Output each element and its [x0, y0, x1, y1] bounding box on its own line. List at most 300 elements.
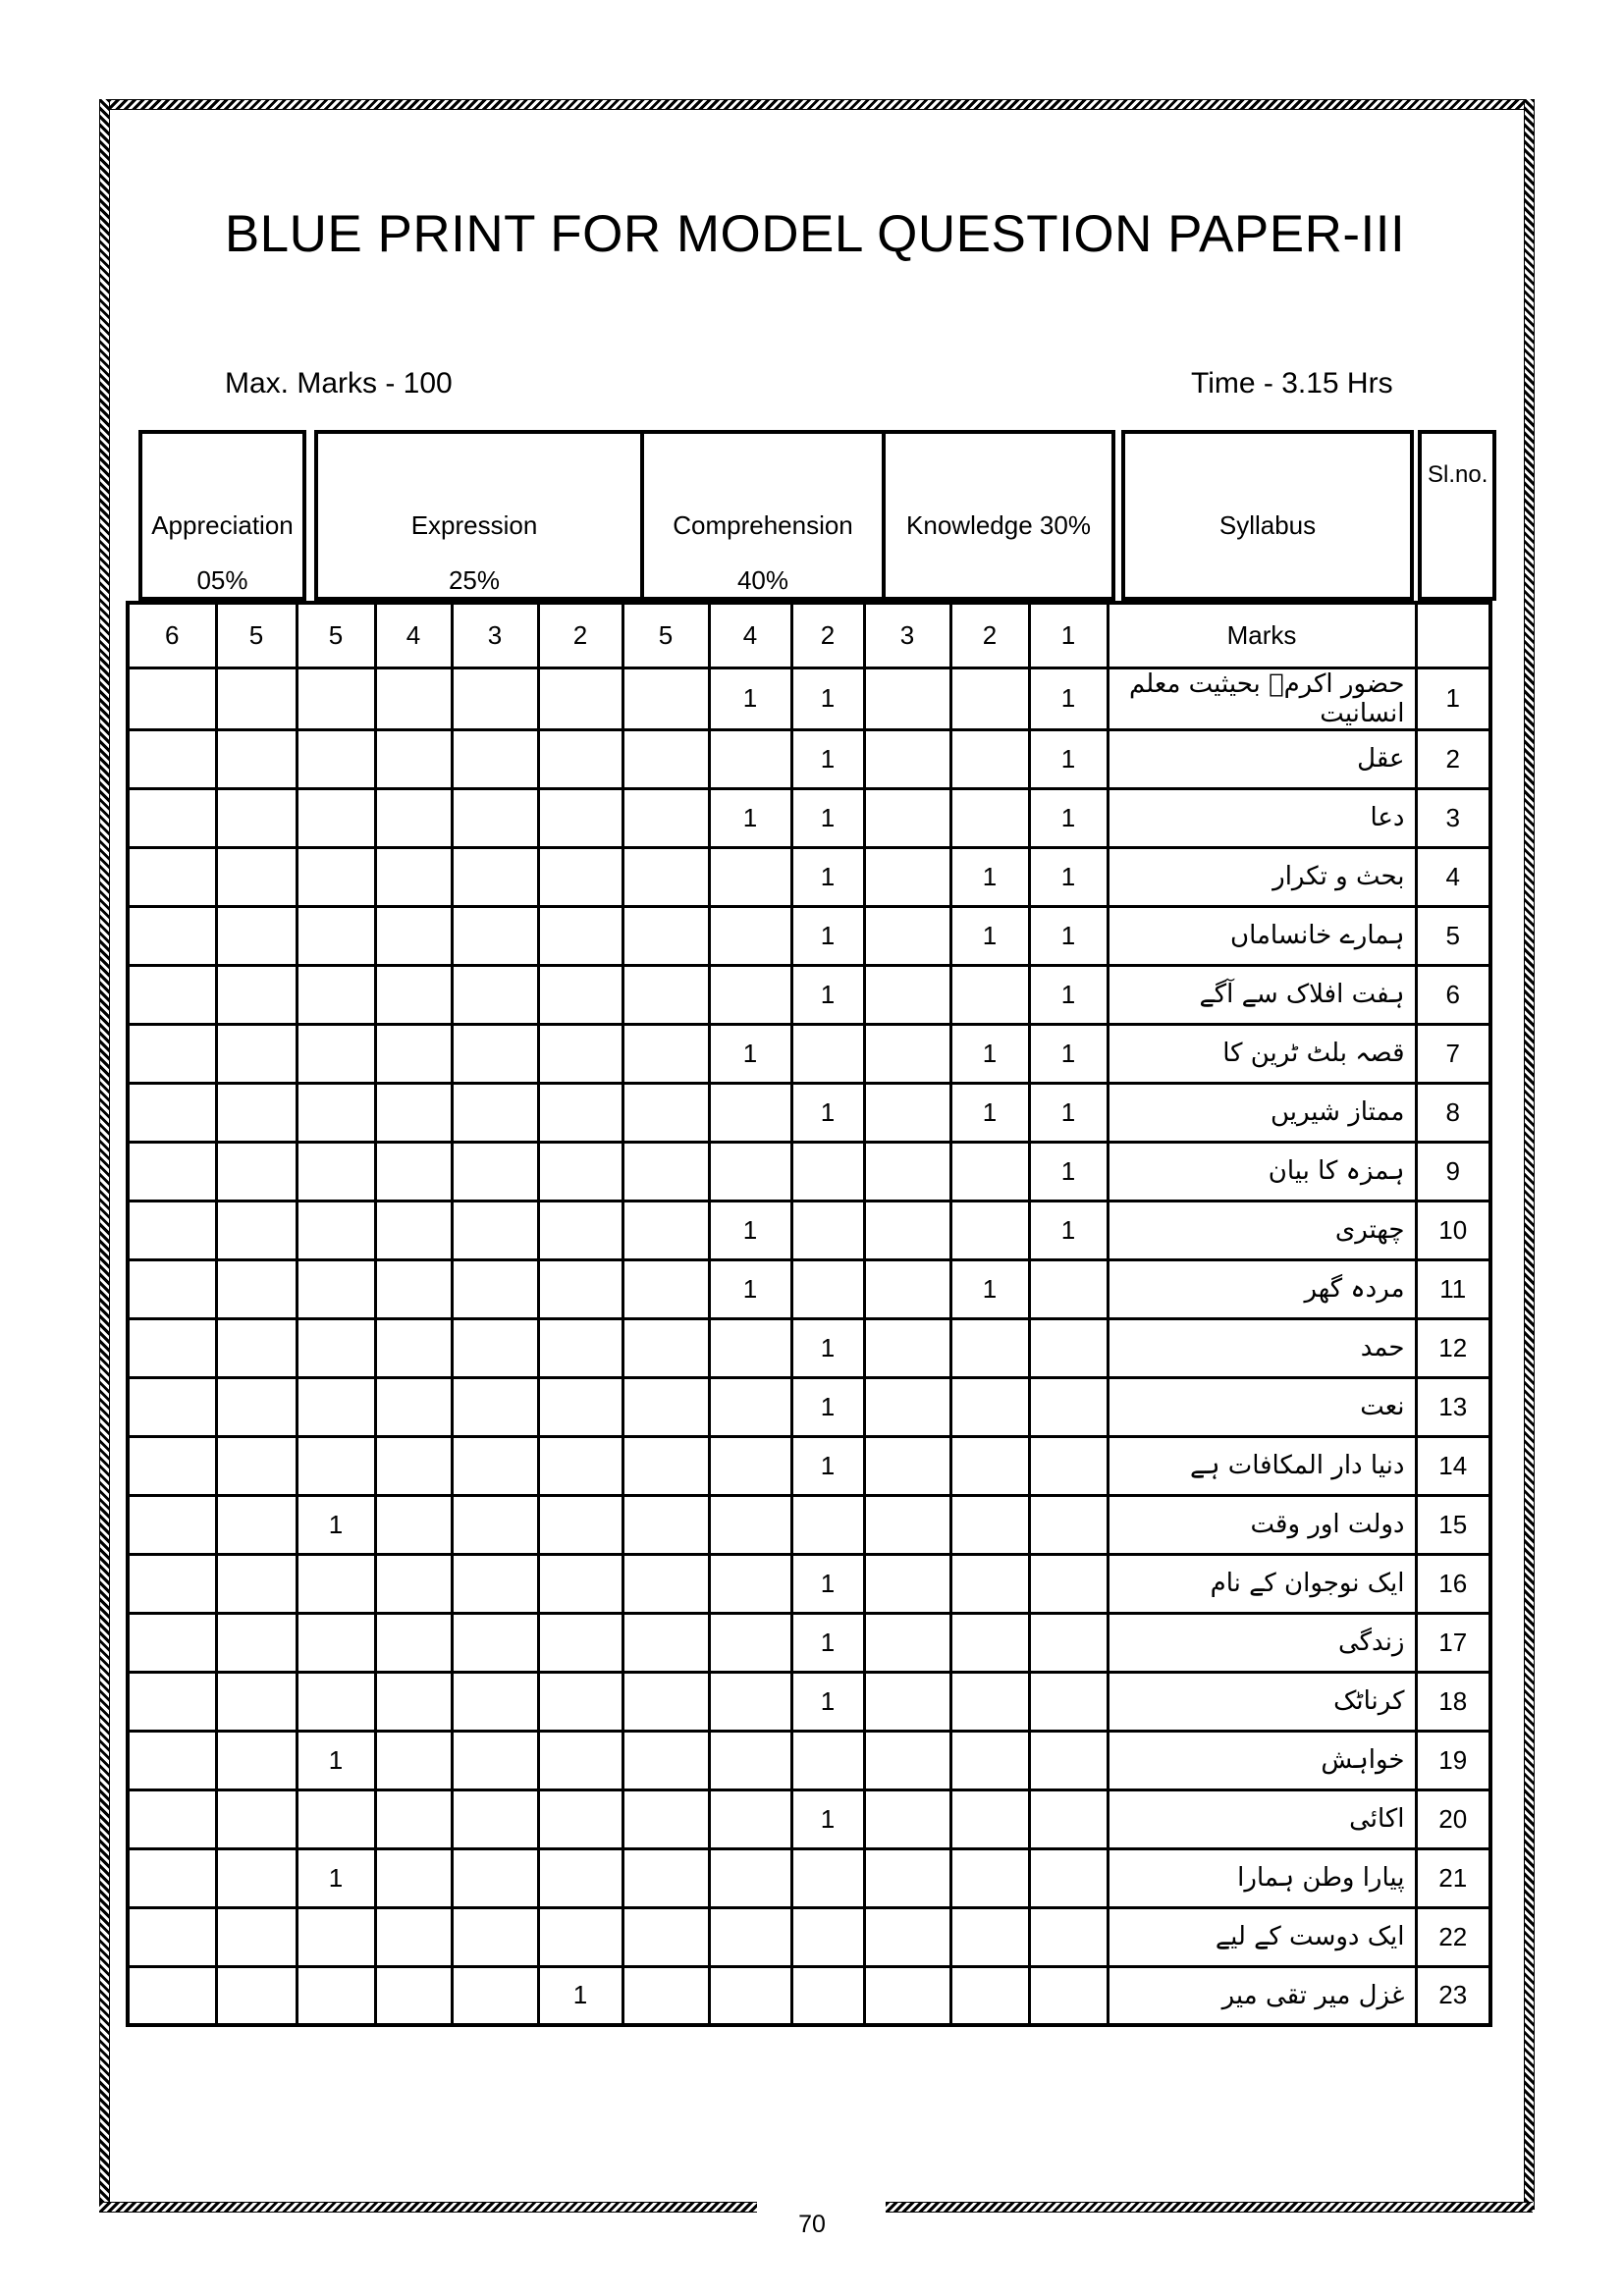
mark-cell [709, 1318, 791, 1377]
page-number: 70 [798, 2211, 826, 2238]
mark-cell [375, 906, 452, 965]
mark-cell [791, 1907, 864, 1966]
page-border-left [99, 99, 110, 2210]
mark-cell [297, 1554, 375, 1613]
mark-cell [622, 1024, 709, 1083]
mark-cell [950, 1201, 1029, 1259]
syllabus-cell: اکائی [1108, 1789, 1416, 1848]
syllabus-cell: عقل [1108, 729, 1416, 788]
table-row [128, 1142, 1490, 1201]
table-row [128, 1083, 1490, 1142]
mark-cell [297, 729, 375, 788]
mark-cell [128, 1436, 216, 1495]
table-row [128, 1907, 1490, 1966]
mark-cell [950, 1848, 1029, 1907]
slno-cell: 2 [1416, 729, 1490, 788]
mark-cell: 1 [1029, 847, 1108, 906]
mark-cell [216, 1731, 297, 1789]
mark-cell: 1 [791, 667, 864, 729]
table-row [128, 1789, 1490, 1848]
mark-cell [128, 1907, 216, 1966]
mark-cell [128, 1554, 216, 1613]
mark-cell [128, 667, 216, 729]
slno-cell: 8 [1416, 1083, 1490, 1142]
header-knowledge [882, 430, 1115, 601]
syllabus-cell: نعت [1108, 1377, 1416, 1436]
mark-cell [297, 1613, 375, 1672]
mark-cell [538, 847, 622, 906]
mark-cell [622, 1495, 709, 1554]
mark-cell [452, 1731, 538, 1789]
header-syllabus-label: Syllabus [1218, 510, 1317, 540]
mark-cell [128, 1789, 216, 1848]
mark-cell [538, 1083, 622, 1142]
mark-cell [950, 667, 1029, 729]
slno-cell: 14 [1416, 1436, 1490, 1495]
syllabus-cell: غزل میر تقی میر [1108, 1966, 1416, 2025]
mark-cell [452, 1495, 538, 1554]
mark-cell [1029, 1966, 1108, 2025]
header-appreciation [138, 430, 306, 601]
table-row [128, 1966, 1490, 2025]
mark-cell [452, 1318, 538, 1377]
slno-cell: 10 [1416, 1201, 1490, 1259]
slno-cell: 17 [1416, 1613, 1490, 1672]
mark-cell [1029, 1377, 1108, 1436]
mark-cell [538, 965, 622, 1024]
mark-cell [128, 1201, 216, 1259]
mark-cell [709, 1142, 791, 1201]
mark-cell [622, 1672, 709, 1731]
mark-cell [538, 1731, 622, 1789]
mark-cell [1029, 1731, 1108, 1789]
mark-cell [452, 667, 538, 729]
mark-cell [864, 1201, 950, 1259]
table-row [128, 906, 1490, 965]
header-slno [1418, 430, 1496, 601]
mark-cell [950, 1966, 1029, 2025]
mark-cell [864, 1613, 950, 1672]
slno-cell: 6 [1416, 965, 1490, 1024]
mark-cell [622, 847, 709, 906]
mark-cell [375, 788, 452, 847]
mark-cell [1029, 1907, 1108, 1966]
mark-cell: 1 [791, 1436, 864, 1495]
mark-cell [216, 1318, 297, 1377]
mark-cell [452, 1907, 538, 1966]
mark-cell [950, 1554, 1029, 1613]
mark-cell [452, 1142, 538, 1201]
marks-header-cell: 3 [864, 603, 950, 667]
mark-cell [297, 1201, 375, 1259]
slno-cell: 13 [1416, 1377, 1490, 1436]
mark-cell [216, 1436, 297, 1495]
mark-cell [864, 1083, 950, 1142]
mark-cell [216, 1613, 297, 1672]
mark-cell: 1 [709, 1024, 791, 1083]
mark-cell [452, 1024, 538, 1083]
mark-cell [950, 788, 1029, 847]
mark-cell [452, 1966, 538, 2025]
mark-cell [375, 965, 452, 1024]
mark-cell [128, 1613, 216, 1672]
mark-cell [216, 1142, 297, 1201]
mark-cell [950, 965, 1029, 1024]
table-row [128, 1201, 1490, 1259]
mark-cell [864, 1848, 950, 1907]
syllabus-cell: خواہش [1108, 1731, 1416, 1789]
mark-cell: 1 [538, 1966, 622, 2025]
mark-cell [791, 1201, 864, 1259]
mark-cell: 1 [1029, 1024, 1108, 1083]
mark-cell [128, 1731, 216, 1789]
mark-cell [216, 1554, 297, 1613]
mark-cell [622, 667, 709, 729]
mark-cell [864, 788, 950, 847]
mark-cell: 1 [950, 1024, 1029, 1083]
mark-cell: 1 [1029, 1201, 1108, 1259]
mark-cell [538, 1436, 622, 1495]
page-border-top [99, 99, 1533, 110]
mark-cell [216, 906, 297, 965]
mark-cell: 1 [791, 1377, 864, 1436]
mark-cell [452, 1436, 538, 1495]
mark-cell [538, 1024, 622, 1083]
mark-cell [950, 1907, 1029, 1966]
mark-cell [622, 1789, 709, 1848]
mark-cell [452, 1789, 538, 1848]
header-slno-label: Sl.no. [1428, 461, 1488, 488]
mark-cell [709, 1554, 791, 1613]
mark-cell [950, 729, 1029, 788]
mark-cell [950, 1377, 1029, 1436]
mark-cell [297, 1436, 375, 1495]
header-appreciation-label: Appreciation [151, 510, 294, 540]
table-row [128, 1436, 1490, 1495]
mark-cell [791, 1731, 864, 1789]
mark-cell [452, 1083, 538, 1142]
header-comprehension-percent: 40% [736, 565, 789, 595]
slno-cell: 18 [1416, 1672, 1490, 1731]
mark-cell [864, 1024, 950, 1083]
mark-cell [622, 1259, 709, 1318]
table-row [128, 1554, 1490, 1613]
mark-cell [622, 1377, 709, 1436]
mark-cell [950, 1613, 1029, 1672]
mark-cell [216, 1259, 297, 1318]
mark-cell [375, 1436, 452, 1495]
mark-cell: 1 [297, 1495, 375, 1554]
mark-cell [128, 1672, 216, 1731]
marks-header-cell: 4 [375, 603, 452, 667]
mark-cell: 1 [1029, 906, 1108, 965]
mark-cell [297, 1907, 375, 1966]
mark-cell [216, 1495, 297, 1554]
mark-cell [375, 1789, 452, 1848]
mark-cell [128, 1259, 216, 1318]
mark-cell [216, 847, 297, 906]
mark-cell [864, 1966, 950, 2025]
mark-cell [622, 1907, 709, 1966]
syllabus-cell: حمد [1108, 1318, 1416, 1377]
mark-cell [375, 1377, 452, 1436]
mark-cell: 1 [709, 1201, 791, 1259]
mark-cell [709, 1672, 791, 1731]
mark-cell [864, 729, 950, 788]
mark-cell [1029, 1789, 1108, 1848]
mark-cell [297, 906, 375, 965]
mark-cell: 1 [1029, 1142, 1108, 1201]
mark-cell [1029, 1436, 1108, 1495]
mark-cell [950, 1436, 1029, 1495]
table-row [128, 1318, 1490, 1377]
mark-cell [297, 1083, 375, 1142]
table-row [128, 788, 1490, 847]
mark-cell [128, 1377, 216, 1436]
mark-cell: 1 [791, 1672, 864, 1731]
mark-cell [216, 1377, 297, 1436]
syllabus-cell: ممتاز شیریں [1108, 1083, 1416, 1142]
mark-cell [375, 667, 452, 729]
mark-cell [375, 1672, 452, 1731]
mark-cell [709, 1083, 791, 1142]
marks-header-cell: 6 [128, 603, 216, 667]
marks-header-cell: 2 [791, 603, 864, 667]
mark-cell [375, 1142, 452, 1201]
mark-cell [216, 788, 297, 847]
syllabus-cell: قصہ بلٹ ٹرین کا [1108, 1024, 1416, 1083]
mark-cell [297, 1024, 375, 1083]
mark-cell [864, 1318, 950, 1377]
mark-cell [452, 1848, 538, 1907]
mark-cell [950, 1789, 1029, 1848]
mark-cell [709, 1377, 791, 1436]
mark-cell [128, 965, 216, 1024]
header-expression-label: Expression [410, 510, 538, 540]
mark-cell [128, 729, 216, 788]
marks-header-cell: 2 [950, 603, 1029, 667]
mark-cell: 1 [791, 1554, 864, 1613]
marks-header-cell: 3 [452, 603, 538, 667]
mark-cell [375, 1318, 452, 1377]
syllabus-cell: ہفت افلاک سے آگے [1108, 965, 1416, 1024]
mark-cell [950, 1672, 1029, 1731]
mark-cell [375, 1731, 452, 1789]
mark-cell [128, 1318, 216, 1377]
mark-cell: 1 [1029, 965, 1108, 1024]
mark-cell [128, 1848, 216, 1907]
mark-cell [950, 1142, 1029, 1201]
syllabus-cell: چھتری [1108, 1201, 1416, 1259]
mark-cell [375, 1907, 452, 1966]
mark-cell [709, 1613, 791, 1672]
slno-cell: 21 [1416, 1848, 1490, 1907]
mark-cell [709, 965, 791, 1024]
mark-cell [791, 1259, 864, 1318]
slno-cell: 4 [1416, 847, 1490, 906]
mark-cell [216, 667, 297, 729]
mark-cell [452, 1259, 538, 1318]
syllabus-cell: دعا [1108, 788, 1416, 847]
mark-cell [864, 667, 950, 729]
mark-cell: 1 [950, 906, 1029, 965]
mark-cell [622, 1848, 709, 1907]
mark-cell [1029, 1259, 1108, 1318]
slno-cell: 7 [1416, 1024, 1490, 1083]
slno-cell: 3 [1416, 788, 1490, 847]
mark-cell [950, 1731, 1029, 1789]
mark-cell [297, 1142, 375, 1201]
syllabus-cell: ایک دوست کے لیے [1108, 1907, 1416, 1966]
page-border-right [1524, 99, 1535, 2210]
mark-cell [1029, 1318, 1108, 1377]
mark-cell: 1 [709, 1259, 791, 1318]
mark-cell [538, 788, 622, 847]
header-comprehension-label: Comprehension [673, 510, 853, 540]
mark-cell [538, 1554, 622, 1613]
header-expression [314, 430, 644, 601]
mark-cell [622, 1318, 709, 1377]
table-row [128, 1731, 1490, 1789]
mark-cell: 1 [791, 1789, 864, 1848]
mark-cell [452, 1672, 538, 1731]
mark-cell [791, 1495, 864, 1554]
syllabus-cell: مردہ گھر [1108, 1259, 1416, 1318]
mark-cell: 1 [791, 1083, 864, 1142]
mark-cell [1029, 1613, 1108, 1672]
table-row [128, 729, 1490, 788]
mark-cell [1029, 1495, 1108, 1554]
marks-header-cell: 4 [709, 603, 791, 667]
slno-cell: 16 [1416, 1554, 1490, 1613]
mark-cell [216, 1789, 297, 1848]
table-row [128, 1024, 1490, 1083]
page-border-bottom-left [99, 2202, 757, 2213]
syllabus-cell: حضور اکرمؐ بحیثیت معلم انسانیت [1108, 667, 1416, 729]
table-row [128, 847, 1490, 906]
mark-cell [128, 1142, 216, 1201]
mark-cell [622, 729, 709, 788]
mark-cell: 1 [1029, 788, 1108, 847]
mark-cell [538, 1495, 622, 1554]
mark-cell [297, 1672, 375, 1731]
mark-cell [452, 906, 538, 965]
mark-cell [791, 1966, 864, 2025]
syllabus-cell: کرناٹک [1108, 1672, 1416, 1731]
mark-cell [538, 1613, 622, 1672]
mark-cell [128, 1024, 216, 1083]
mark-cell [375, 1024, 452, 1083]
mark-cell [297, 1966, 375, 2025]
mark-cell [709, 1907, 791, 1966]
mark-cell [128, 1083, 216, 1142]
mark-cell [864, 847, 950, 906]
mark-cell [709, 1436, 791, 1495]
mark-cell [216, 1907, 297, 1966]
table-row [128, 1672, 1490, 1731]
syllabus-cell: دولت اور وقت [1108, 1495, 1416, 1554]
mark-cell [622, 1613, 709, 1672]
mark-cell [709, 1789, 791, 1848]
mark-cell [864, 1495, 950, 1554]
mark-cell: 1 [950, 1083, 1029, 1142]
slno-cell: 19 [1416, 1731, 1490, 1789]
mark-cell [622, 965, 709, 1024]
mark-cell [1029, 1554, 1108, 1613]
mark-cell: 1 [791, 847, 864, 906]
mark-cell: 1 [791, 1613, 864, 1672]
mark-cell [128, 788, 216, 847]
mark-cell: 1 [297, 1848, 375, 1907]
mark-cell [864, 1142, 950, 1201]
mark-cell: 1 [709, 667, 791, 729]
mark-cell [375, 1495, 452, 1554]
mark-cell: 1 [791, 906, 864, 965]
marks-header-cell [1416, 603, 1490, 667]
mark-cell [709, 1848, 791, 1907]
mark-cell [864, 1731, 950, 1789]
mark-cell [297, 1318, 375, 1377]
mark-cell [375, 847, 452, 906]
header-knowledge-label: Knowledge 30% [906, 510, 1091, 540]
slno-cell: 9 [1416, 1142, 1490, 1201]
mark-cell [297, 965, 375, 1024]
mark-cell [538, 1201, 622, 1259]
mark-cell: 1 [709, 788, 791, 847]
mark-cell [452, 847, 538, 906]
mark-cell [538, 1789, 622, 1848]
page-title: BLUE PRINT FOR MODEL QUESTION PAPER-III [224, 205, 1406, 263]
blueprint-table [126, 601, 1492, 2027]
mark-cell [452, 1613, 538, 1672]
mark-cell [1029, 1672, 1108, 1731]
mark-cell [538, 906, 622, 965]
marks-header-cell: 5 [216, 603, 297, 667]
slno-cell: 11 [1416, 1259, 1490, 1318]
mark-cell [622, 1436, 709, 1495]
mark-cell [950, 1318, 1029, 1377]
slno-cell: 15 [1416, 1495, 1490, 1554]
mark-cell [538, 1142, 622, 1201]
mark-cell [216, 1966, 297, 2025]
mark-cell [950, 1495, 1029, 1554]
mark-cell [622, 1083, 709, 1142]
mark-cell [622, 1142, 709, 1201]
mark-cell: 1 [791, 729, 864, 788]
mark-cell [297, 788, 375, 847]
syllabus-cell: بحث و تکرار [1108, 847, 1416, 906]
slno-cell: 5 [1416, 906, 1490, 965]
mark-cell: 1 [1029, 729, 1108, 788]
mark-cell [864, 1554, 950, 1613]
mark-cell [538, 1377, 622, 1436]
mark-cell: 1 [791, 965, 864, 1024]
mark-cell [709, 1731, 791, 1789]
mark-cell [622, 1966, 709, 2025]
table-row [128, 1259, 1490, 1318]
marks-header-cell: 2 [538, 603, 622, 667]
mark-cell: 1 [791, 1318, 864, 1377]
mark-cell [375, 1554, 452, 1613]
mark-cell [791, 1024, 864, 1083]
header-appreciation-percent: 05% [196, 565, 248, 595]
mark-cell [452, 965, 538, 1024]
mark-cell [538, 1907, 622, 1966]
slno-cell: 22 [1416, 1907, 1490, 1966]
mark-cell: 1 [950, 1259, 1029, 1318]
mark-cell [864, 1789, 950, 1848]
mark-cell [297, 667, 375, 729]
